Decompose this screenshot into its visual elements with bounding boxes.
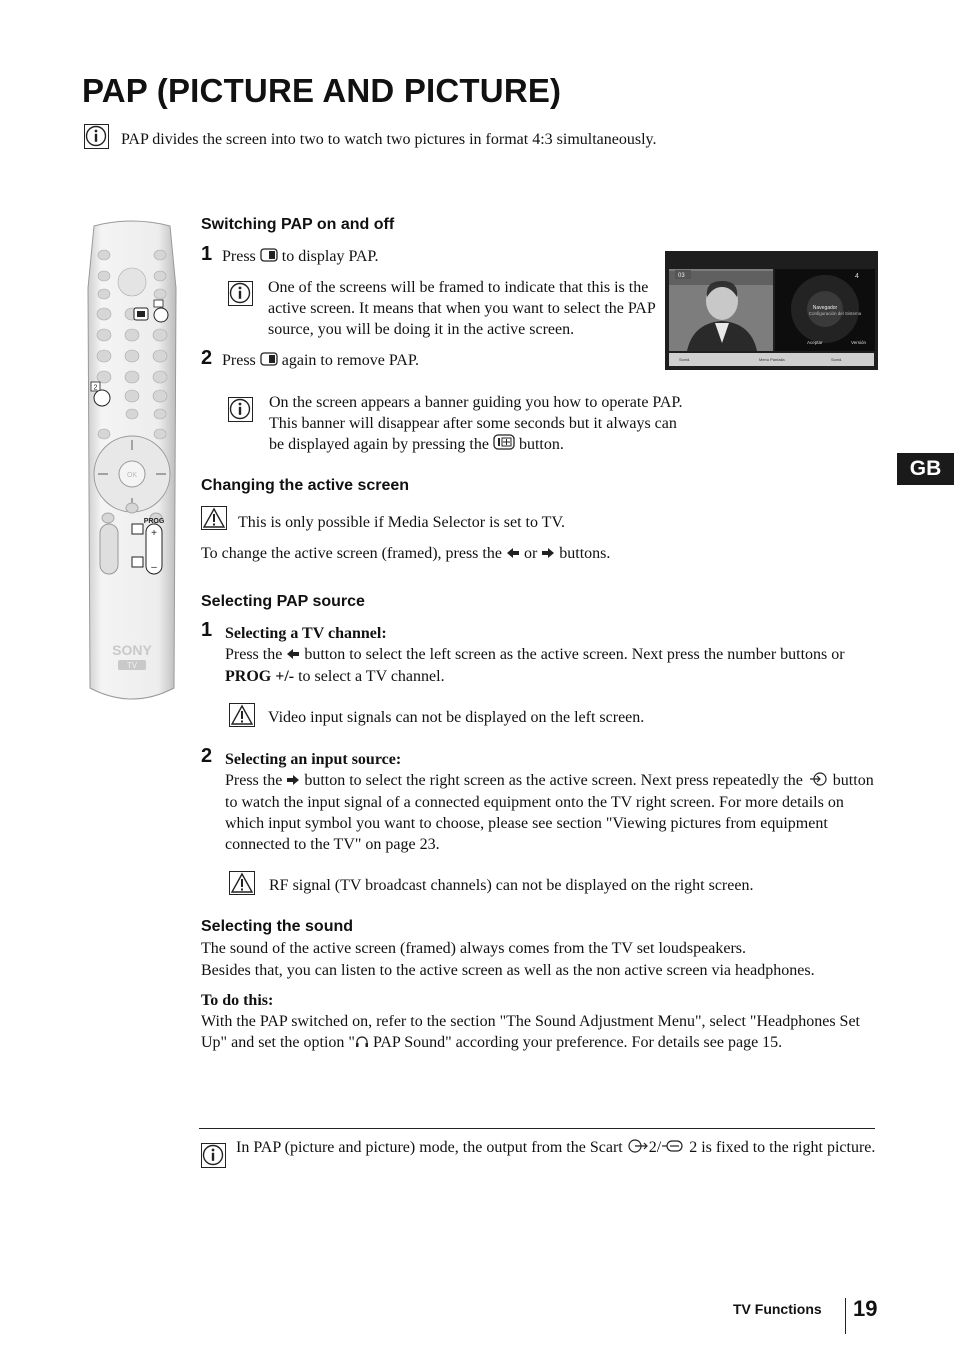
scart-note: In PAP (picture and picture) mode, the output from the Scart 2/ 2 is fixed to the right picture. bbox=[236, 1137, 876, 1159]
scart-output-icon bbox=[627, 1138, 649, 1159]
right-arrow-icon bbox=[286, 771, 300, 792]
tv-screen-image bbox=[665, 251, 878, 370]
heading-sound: Selecting the sound bbox=[201, 918, 354, 935]
remote-brand: SONY bbox=[112, 642, 152, 658]
step-number: 1 bbox=[201, 243, 213, 265]
info-icon bbox=[228, 397, 253, 422]
intro-text: PAP divides the screen into two to watch two pictures in format 4:3 simultaneously. bbox=[121, 131, 657, 148]
warning-icon bbox=[229, 703, 255, 727]
item2-title: Selecting an input source: bbox=[225, 751, 402, 768]
svg-text:+: + bbox=[151, 528, 157, 539]
tv-channel: 03 bbox=[678, 273, 685, 279]
heading-pap-source: Selecting PAP source bbox=[201, 593, 365, 610]
tv-nav-title: Navegador bbox=[812, 305, 838, 311]
info-icon bbox=[201, 1143, 226, 1168]
remote-ok-label: OK bbox=[126, 472, 138, 479]
sound-text-3: With the PAP switched on, refer to the section "The Sound Adjustment Menu", select "Headphones Set Up" and set the option " PAP Sound" according your preference. For details see page 15. bbox=[201, 1011, 877, 1054]
step-number: 2 bbox=[201, 745, 213, 767]
item1-title: Selecting a TV channel: bbox=[225, 625, 387, 642]
tv-bar-mid: Menu Pantalla bbox=[759, 357, 785, 362]
heading-active-screen: Changing the active screen bbox=[201, 477, 410, 494]
tv-right-channel: 4 bbox=[855, 273, 859, 280]
step-number: 1 bbox=[201, 619, 213, 641]
remote-control-illustration bbox=[84, 218, 180, 706]
sound-text-2: Besides that, you can listen to the active screen as well as the non active screen via headphones. bbox=[201, 962, 815, 979]
step2-text: Press again to remove PAP. bbox=[222, 350, 419, 372]
footer-divider bbox=[845, 1298, 846, 1334]
tv-version: Versión bbox=[851, 340, 867, 345]
note-banner: On the screen appears a banner guiding you how to operate PAP. This banner will disappear after some seconds but it always can be displayed again by pressing the button. bbox=[269, 392, 689, 456]
input-select-icon bbox=[807, 771, 829, 792]
step1-text: Press to display PAP. bbox=[222, 246, 379, 268]
pap-button-icon bbox=[260, 351, 278, 372]
warn-media-selector: This is only possible if Media Selector is set to TV. bbox=[238, 514, 565, 531]
heading-switching-pap: Switching PAP on and off bbox=[201, 216, 395, 233]
scart-io-icon bbox=[661, 1138, 685, 1159]
right-arrow-icon bbox=[541, 544, 555, 565]
tv-bar-right: Sonid. bbox=[831, 357, 843, 362]
info-icon bbox=[228, 281, 253, 306]
warn-video-input: Video input signals can not be displayed on the left screen. bbox=[268, 709, 645, 726]
item2-text: Press the button to select the right screen as the active screen. Next press repeatedly the button to watch the input signal of a connected equipment onto the TV right screen. For more details on which input symbol you want to choose, please see section "Viewing pictures from equipment connected to the TV" on page 23. bbox=[225, 772, 874, 853]
tv-accept: Aceptar bbox=[807, 340, 823, 345]
remote-tv-label: TV bbox=[126, 661, 138, 670]
tv-nav-sub: Configuración del Sistema bbox=[808, 311, 862, 316]
to-do-this-label: To do this: bbox=[201, 992, 274, 1009]
svg-text:–: – bbox=[151, 562, 157, 573]
left-arrow-icon bbox=[286, 645, 300, 666]
tv-bar-left: Sonid. bbox=[679, 357, 691, 362]
step-number: 2 bbox=[201, 347, 213, 369]
pap-button-icon bbox=[260, 247, 278, 268]
page-title: PAP (PICTURE AND PICTURE) bbox=[82, 72, 562, 109]
left-arrow-icon bbox=[506, 544, 520, 565]
info-icon bbox=[84, 124, 109, 149]
item1-text: Press the button to select the left screen as the active screen. Next press the number buttons or PROG +/- to select a TV channel. bbox=[225, 646, 845, 685]
page-number: 19 bbox=[853, 1296, 878, 1321]
warning-icon bbox=[201, 506, 227, 530]
headphones-icon bbox=[355, 1033, 369, 1054]
warn-rf-signal: RF signal (TV broadcast channels) can not be displayed on the right screen. bbox=[269, 877, 754, 894]
info-display-button-icon bbox=[493, 434, 515, 456]
remote-step-label: 2 bbox=[93, 384, 98, 392]
footer-section: TV Functions bbox=[733, 1301, 822, 1317]
note-active-frame: One of the screens will be framed to indicate that this is the active screen. It means that when you want to select the PAP source, you will be doing it in the active screen. bbox=[268, 279, 656, 338]
language-tab: GB bbox=[897, 453, 954, 485]
sound-text-1: The sound of the active screen (framed) always comes from the TV set loudspeakers. bbox=[201, 940, 746, 957]
warning-icon bbox=[229, 871, 255, 895]
active-screen-text: To change the active screen (framed), press the or buttons. bbox=[201, 543, 610, 565]
divider bbox=[199, 1128, 875, 1129]
remote-prog-label: PROG bbox=[143, 518, 165, 525]
